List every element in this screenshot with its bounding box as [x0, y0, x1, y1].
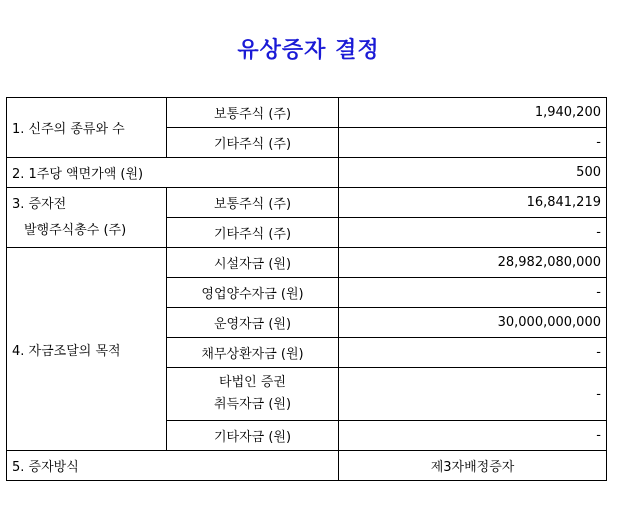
funding-purpose-label: 4. 자금조달의 목적	[7, 248, 167, 451]
pre-common-shares-value: 16,841,219	[339, 188, 607, 218]
business-acquisition-funds-value: -	[339, 278, 607, 308]
other-funds-value: -	[339, 421, 607, 451]
table-row	[7, 98, 607, 128]
rights-offering-table	[6, 97, 607, 481]
table-row	[7, 188, 607, 218]
new-common-shares-value: 1,940,200	[339, 98, 607, 128]
facility-funds-label: 시설자금 (원)	[167, 248, 339, 278]
common-shares-label: 보통주식 (주)	[167, 188, 339, 218]
new-other-shares-value: -	[339, 128, 607, 158]
pre-issue-label-line2: 발행주식총수 (주)	[24, 222, 127, 238]
securities-acquisition-label-line2: 취득자금 (원)	[213, 397, 292, 412]
pre-issue-label-line1: 3. 증자전	[12, 196, 67, 212]
par-value-label: 2. 1주당 액면가액 (원)	[7, 158, 339, 188]
operating-funds-value: 30,000,000,000	[339, 308, 607, 338]
pre-other-shares-value: -	[339, 218, 607, 248]
pre-issue-shares-label	[7, 188, 167, 248]
securities-acquisition-funds-label	[167, 368, 339, 421]
facility-funds-value: 28,982,080,000	[339, 248, 607, 278]
operating-funds-label: 운영자금 (원)	[167, 308, 339, 338]
other-shares-label: 기타주식 (주)	[167, 218, 339, 248]
other-shares-label: 기타주식 (주)	[167, 128, 339, 158]
debt-repayment-funds-value: -	[339, 338, 607, 368]
other-funds-label: 기타자금 (원)	[167, 421, 339, 451]
issuance-method-label: 5. 증자방식	[7, 451, 339, 481]
page-title: 유상증자 결정	[237, 37, 380, 63]
common-shares-label: 보통주식 (주)	[167, 98, 339, 128]
securities-acquisition-funds-value: -	[339, 368, 607, 421]
par-value-value: 500	[339, 158, 607, 188]
securities-acquisition-label-line1: 타법인 증권	[219, 375, 286, 390]
new-shares-label: 1. 신주의 종류와 수	[7, 98, 167, 158]
business-acquisition-funds-label: 영업양수자금 (원)	[167, 278, 339, 308]
debt-repayment-funds-label: 채무상환자금 (원)	[167, 338, 339, 368]
table-row	[7, 158, 607, 188]
table-row	[7, 451, 607, 481]
table-row	[7, 248, 607, 278]
issuance-method-value: 제3자배정증자	[339, 451, 607, 481]
